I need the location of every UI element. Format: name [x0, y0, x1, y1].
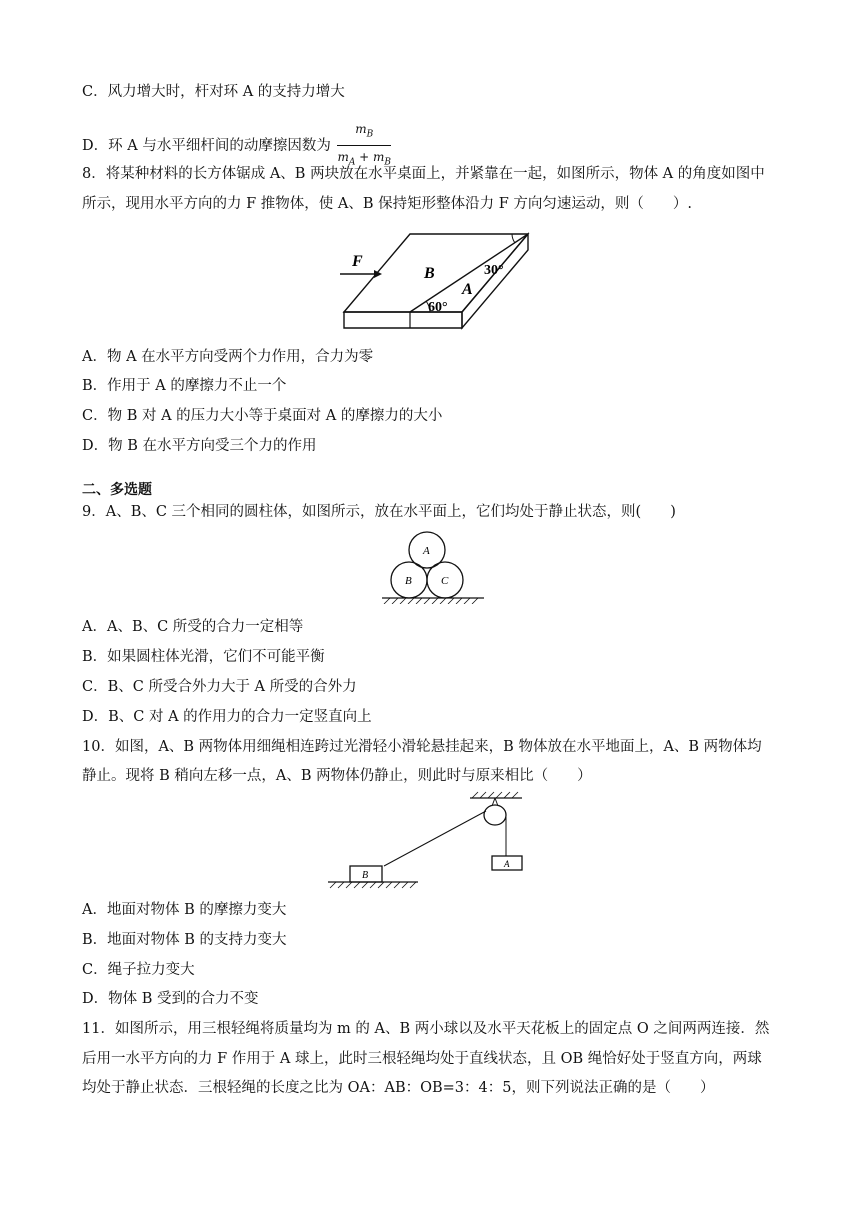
q10-stem-line2: 静止。现将 B 稍向左移一点，A、B 两物体仍静止，则此时与原来相比（ ）	[82, 768, 592, 784]
cylinder-c-label: C	[441, 575, 449, 587]
q11-stem-line1: 11．如图所示，用三根轻绳将质量均为 m 的 A、B 两小球以及水平天花板上的固定点 O 之间两两连接．然	[82, 1021, 770, 1037]
angle-60: 60°	[428, 300, 448, 315]
section-title: 二、多选题	[82, 482, 152, 498]
block-a-label: A	[504, 859, 510, 869]
q9-option-a: A．A、B、C 所受的合力一定相等	[82, 619, 304, 635]
q10-option-a: A．地面对物体 B 的摩擦力变大	[82, 902, 287, 918]
q10-figure	[326, 790, 526, 890]
q8-option-a: A．物 A 在水平方向受两个力作用，合力为零	[82, 349, 374, 365]
cylinder-a-label: A	[423, 545, 430, 557]
q8-option-c: C．物 B 对 A 的压力大小等于桌面对 A 的摩擦力的大小	[82, 408, 443, 424]
q9-stem: 9．A、B、C 三个相同的圆柱体，如图所示，放在水平面上，它们均处于静止状态，则( )	[82, 504, 676, 520]
cylinder-b-label: B	[405, 575, 412, 587]
fraction-numerator: $m_B$	[337, 119, 391, 146]
label-f: F	[352, 253, 363, 270]
label-a: A	[462, 281, 473, 298]
fraction-denominator: $m_A + m_B$	[337, 150, 392, 168]
q9-option-d: D．B、C 对 A 的作用力的合力一定竖直向上	[82, 709, 372, 725]
q8-stem-line2: 所示，现用水平方向的力 F 推物体，使 A、B 保持矩形整体沿力 F 方向匀速运动，则（ ）.	[82, 196, 693, 212]
q7-option-c: C．风力增大时，杆对环 A 的支持力增大	[82, 84, 345, 100]
q9-option-c: C．B、C 所受合外力大于 A 所受的合外力	[82, 679, 357, 695]
q8-figure	[340, 228, 540, 338]
q10-option-d: D．物体 B 受到的合力不变	[82, 991, 259, 1007]
q8-stem-line1: 8．将某种材料的长方体锯成 A、B 两块放在水平桌面上，并紧靠在一起，如图所示，物体 A 的角度如图中	[82, 166, 765, 182]
label-b: B	[424, 265, 435, 282]
q11-stem-line2: 后用一水平方向的力 F 作用于 A 球上，此时三根轻绳均处于直线状态，且 OB 绳恰好处于竖直方向，两球	[82, 1051, 762, 1067]
q8-option-b: B．作用于 A 的摩擦力不止一个	[82, 378, 287, 394]
q8-option-d: D．物 B 在水平方向受三个力的作用	[82, 438, 317, 454]
q10-option-c: C．绳子拉力变大	[82, 962, 195, 978]
q9-figure	[380, 530, 486, 604]
angle-30: 30°	[484, 263, 504, 278]
q11-stem-line3: 均处于静止状态．三根轻绳的长度之比为 OA：AB：OB=3：4：5，则下列说法正确的是（ ）	[82, 1080, 715, 1096]
q9-option-b: B．如果圆柱体光滑，它们不可能平衡	[82, 649, 325, 665]
q10-stem-line1: 10．如图，A、B 两物体用细绳相连跨过光滑轻小滑轮悬挂起来，B 物体放在水平地面上，A、B 两物体均	[82, 739, 762, 755]
block-b-label: B	[362, 870, 369, 881]
q7-option-d-text: D．环 A 与水平细杆间的动摩擦因数为	[82, 137, 331, 154]
q10-option-b: B．地面对物体 B 的支持力变大	[82, 932, 287, 948]
